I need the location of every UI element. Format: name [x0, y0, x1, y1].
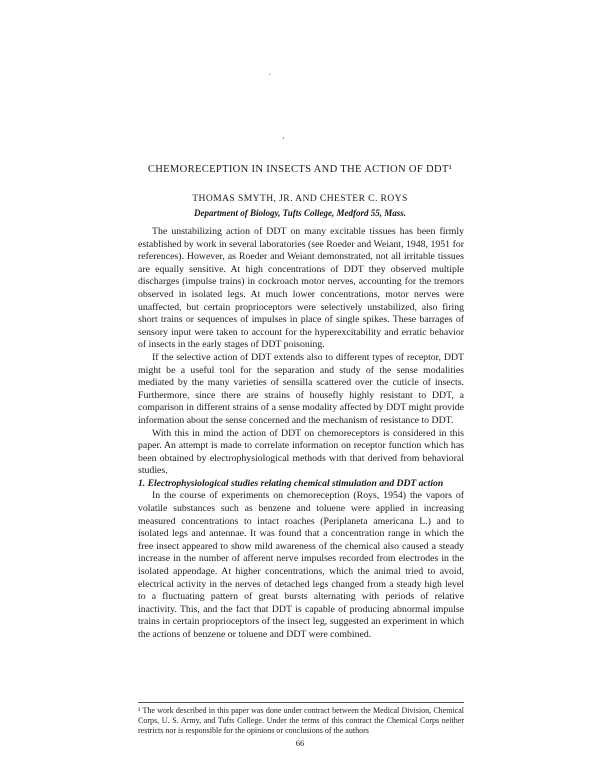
scan-comma: , — [282, 130, 285, 141]
paragraph-section-1: In the course of experiments on chemoreception (Roys, 1954) the vapors of volatile substances such as benzene and toluene were applied in increasing measured concentrations to intact roaches (Periplaneta americana L.) and to isolated legs and antennae. It was found that a concentration range in which the free insect appeared to show mild awareness of the chemical also caused a steady increase in the number of afferent nerve impulses recorded from electrodes in the isolated appendage. At higher concentrations, which the animal tried to avoid, electrical activity in the nerves of detached legs changed from a steady high level to a fluctuating pattern of great bursts alternating with periods of relative inactivity. This, and the fact that DDT is capable of producing abnormal impulse trains in certain proprioceptors of the insect leg, suggested an experiment in which the actions of benzene or toluene and DDT were combined. — [138, 490, 464, 640]
page-number: 66 — [295, 738, 305, 748]
footnote: ¹ The work described in this paper was done under contract between the Medical Division, Chemical Corps, U. S. Army, and Tufts College. Under the terms of this contract the Chemical Corps neither restricts nor is responsible for the opinions or conclusions of the authors — [138, 702, 464, 736]
scan-dot: · — [268, 70, 272, 81]
article-title: CHEMORECEPTION IN INSECTS AND THE ACTION OF DDT¹ — [147, 164, 453, 175]
paragraph-intro-3: With this in mind the action of DDT on chemoreceptors is considered in this paper. An attempt is made to correlate information on receptor function which has been obtained by electrophysiological methods with that derived from behavioral studies. — [138, 427, 464, 477]
paragraph-intro-1: The unstabilizing action of DDT on many excitable tissues has been firmly established by work in several laboratories (see Roeder and Weiant, 1948, 1951 for references). However, as Roeder and Weiant demonstrated, not all irritable tissues are equally sensitive. At high concentrations of DDT they observed multiple discharges (impulse trains) in cockroach motor nerves, accounting for the tremors observed in isolated legs. At much lower concentrations, motor nerves were unaffected, but certain proprioceptors were selectively unstabilized, also firing short trains or sequences of impulses in place of single spikes. These barrages of sensory input were taken to account for the hyperexcitability and erratic behavior of insects in the early stages of DDT poisoning. — [138, 226, 464, 351]
section-heading: 1. Electrophysiological studies relating chemical stimulation and DDT action — [138, 477, 444, 489]
article-body — [138, 226, 464, 642]
article-authors: THOMAS SMYTH, JR. AND CHESTER C. ROYS — [192, 193, 408, 204]
paragraph-intro-2: If the selective action of DDT extends also to different types of receptor, DDT might be a useful tool for the separation and study of the sense modalities mediated by the many varieties of sensilla scattered over the cuticle of insects. Furthermore, since there are strains of housefly highly resistant to DDT, a comparison in different strains of a sense modality affected by DDT might provide information about the sense concerned and the mechanism of resistance to DDT. — [138, 351, 464, 426]
author-affiliation: Department of Biology, Tufts College, Medford 55, Mass. — [193, 208, 407, 218]
